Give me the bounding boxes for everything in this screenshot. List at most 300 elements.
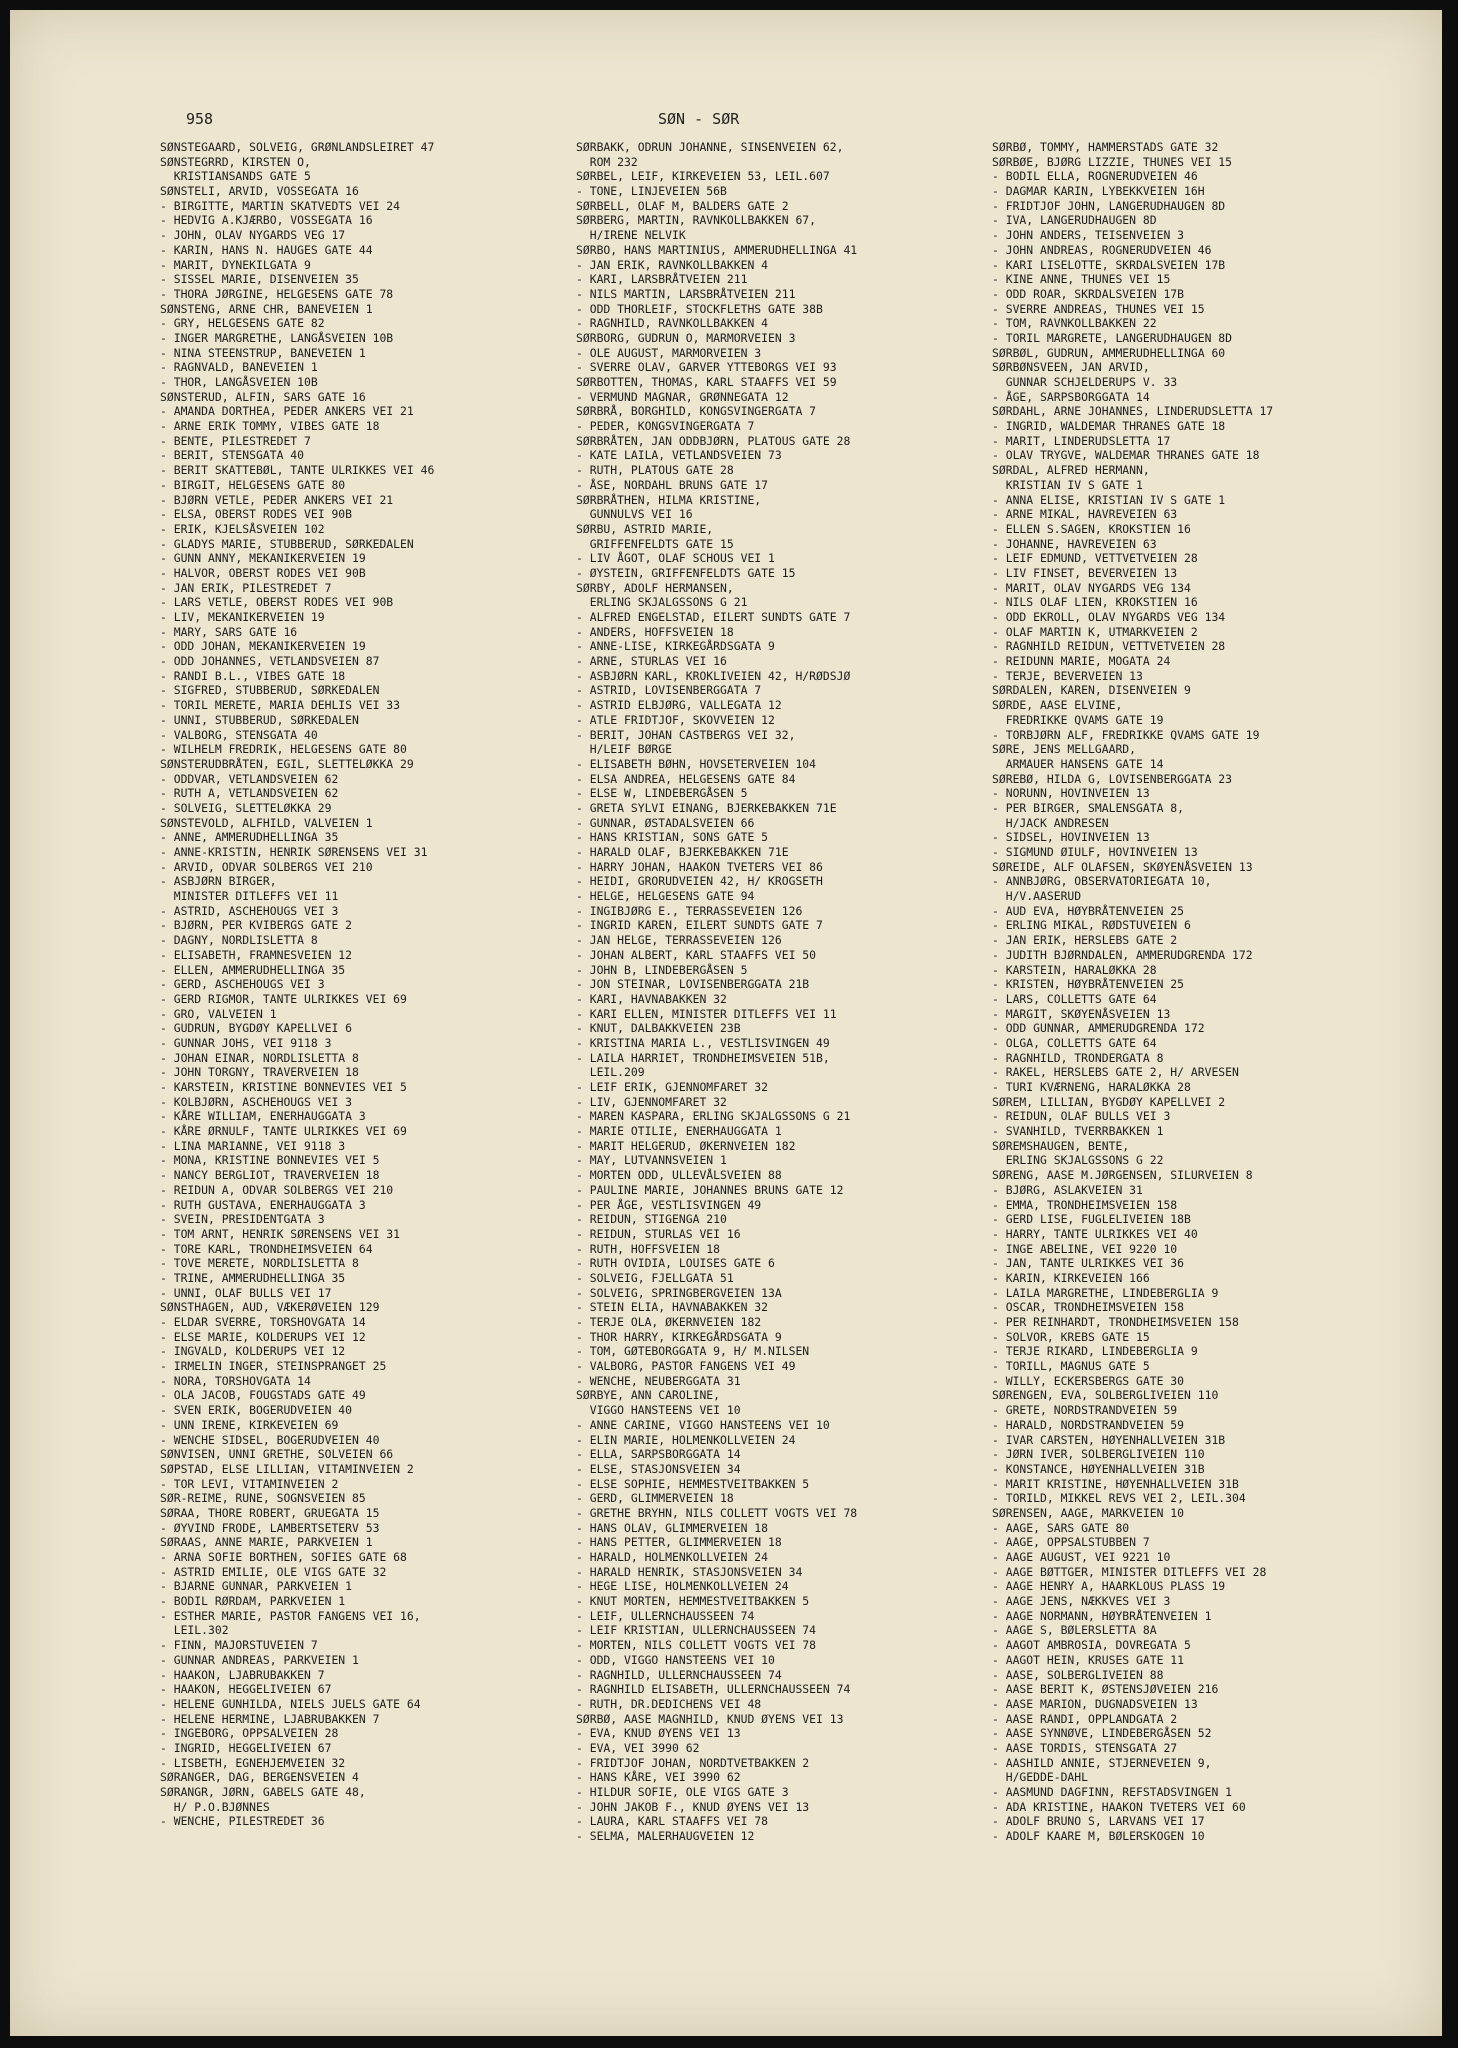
directory-entry-line: - INGRID, HEGGELIVEIEN 67 (160, 1740, 332, 1755)
directory-entry-line: - AAGE BØTTGER, MINISTER DITLEFFS VEI 28 (992, 1564, 1267, 1579)
directory-entry-line: - JOHN, OLAV NYGARDS VEG 17 (160, 228, 346, 243)
directory-entry-line: - GERD LISE, FUGLELIVEIEN 18B (992, 1212, 1191, 1227)
directory-entry-line: - BERIT SKATTEBØL, TANTE ULRIKKES VEI 46 (160, 463, 435, 478)
directory-entry-line: - ASTRID, LOVISENBERGGATA 7 (576, 683, 762, 698)
directory-entry-line: - JAN HELGE, TERRASSEVEIEN 126 (576, 933, 782, 948)
directory-entry-line: - JOHN B, LINDEBERGÅSEN 5 (576, 962, 748, 977)
directory-entry-line: H/LEIF BØRGE (576, 742, 673, 757)
directory-entry-line: - OLAV TRYGVE, WALDEMAR THRANES GATE 18 (992, 448, 1260, 463)
directory-entry-line: SØNSTELI, ARVID, VOSSEGATA 16 (160, 184, 359, 199)
directory-entry-line: - LISBETH, EGNEHJEMVEIEN 32 (160, 1755, 346, 1770)
directory-entry-line: SØR-REIME, RUNE, SOGNSVEIEN 85 (160, 1491, 366, 1506)
directory-entry-line: - HARALD, HOLMENKOLLVEIEN 24 (576, 1550, 769, 1564)
directory-entry-line: - KOLBJØRN, ASCHEHOUGS VEI 3 (160, 1094, 353, 1109)
directory-entry-line: - ANNE-LISE, KIRKEGÅRDSGATA 9 (576, 639, 775, 654)
directory-entry-line: - INGER MARGRETHE, LANGÅSVEIEN 10B (160, 330, 394, 345)
directory-entry-line: SØRBØ, TOMMY, HAMMERSTADS GATE 32 (992, 140, 1219, 154)
directory-entry-line: - ANNE CARINE, VIGGO HANSTEENS VEI 10 (576, 1417, 830, 1432)
directory-entry-line: - GERD, ASCHEHOUGS VEI 3 (160, 977, 325, 992)
directory-entry-line: - RUTH, DR.DEDICHENS VEI 48 (576, 1696, 762, 1711)
directory-entry-line: - LINA MARIANNE, VEI 9118 3 (160, 1138, 346, 1153)
directory-entry-line: - HILDUR SOFIE, OLE VIGS GATE 3 (576, 1785, 789, 1799)
directory-entry-line: - LIV, MEKANIKERVEIEN 19 (160, 610, 325, 624)
directory-entry-line: - STEIN ELIA, HAVNABAKKEN 32 (576, 1300, 769, 1315)
directory-entry-line: - ELLEN, AMMERUDHELLINGA 35 (160, 962, 346, 977)
directory-entry-line: - SIGFRED, STUBBERUD, SØRKEDALEN (160, 683, 380, 698)
directory-entry-line: ERLING SKJALGSSONS G 22 (992, 1153, 1164, 1168)
directory-entry-line: - KÅRE ØRNULF, TANTE ULRIKKES VEI 69 (160, 1124, 407, 1139)
directory-entry-line: - ASTRID EMILIE, OLE VIGS GATE 32 (160, 1564, 387, 1579)
directory-entry-line: - JOHAN EINAR, NORDLISLETTA 8 (160, 1050, 359, 1065)
directory-entry-line: - AAGOT AMBROSIA, DOVREGATA 5 (992, 1638, 1191, 1653)
directory-entry-line: SØREBØ, HILDA G, LOVISENBERGGATA 23 (992, 771, 1233, 786)
directory-entry-line: SØRBYE, ANN CAROLINE, (576, 1388, 721, 1403)
directory-entry-line: - LIV FINSET, BEVERVEIEN 13 (992, 565, 1178, 580)
directory-entry-line: - LEIF KRISTIAN, ULLERNCHAUSSEEN 74 (576, 1623, 817, 1638)
directory-entry-line: - KNUT MORTEN, HEMMESTVEITBAKKEN 5 (576, 1594, 810, 1609)
directory-entry-line: - VALBORG, STENSGATA 40 (160, 727, 318, 742)
directory-entry-line: - LEIF ERIK, GJENNOMFARET 32 (576, 1080, 769, 1094)
directory-entry-line: - LIV ÅGOT, OLAF SCHOUS VEI 1 (576, 551, 775, 566)
directory-entry-line: - JOHN ANDREAS, ROGNERUDVEIEN 46 (992, 242, 1212, 257)
directory-entry-line: - HANS OLAV, GLIMMERVEIEN 18 (576, 1520, 769, 1535)
directory-entry-line: - OSCAR, TRONDHEIMSVEIEN 158 (992, 1300, 1185, 1315)
directory-entry-line: - INGRID, WALDEMAR THRANES GATE 18 (992, 419, 1226, 434)
directory-entry-line: - HANS PETTER, GLIMMERVEIEN 18 (576, 1535, 782, 1550)
directory-entry-line: - TORIL MARGRETE, LANGERUDHAUGEN 8D (992, 330, 1233, 345)
directory-entry-line: - IRMELIN INGER, STEINSPRANGET 25 (160, 1359, 387, 1374)
directory-entry-line: - RAGNHILD, ULLERNCHAUSSEEN 74 (576, 1667, 782, 1682)
directory-entry-line: GRIFFENFELDTS GATE 15 (576, 536, 734, 551)
directory-entry-line: - ELSE, STASJONSVEIEN 34 (576, 1461, 741, 1476)
directory-entry-line: - ARNA SOFIE BORTHEN, SOFIES GATE 68 (160, 1550, 407, 1564)
directory-entry-line: - LEIF EDMUND, VETTVETVEIEN 28 (992, 551, 1198, 566)
directory-entry-line: - OLAF MARTIN K, UTMARKVEIEN 2 (992, 624, 1198, 639)
directory-entry-line: SØRANGR, JØRN, GABELS GATE 48, (160, 1785, 366, 1799)
directory-entry-line: SØPSTAD, ELSE LILLIAN, VITAMINVEIEN 2 (160, 1461, 414, 1476)
directory-entry-line: - KARSTEIN, HARALØKKA 28 (992, 962, 1157, 977)
directory-entry-line: SØRBØL, GUDRUN, AMMERUDHELLINGA 60 (992, 345, 1226, 360)
directory-entry-line: - AASE MARION, DUGNADSVEIEN 13 (992, 1696, 1198, 1711)
directory-entry-line: SØNSTEGAARD, SOLVEIG, GRØNLANDSLEIRET 47 (160, 140, 435, 154)
directory-entry-line: - ELISABETH BØHN, HOVSETERVEIEN 104 (576, 756, 817, 771)
directory-entry-line: - ØYVIND FRODE, LAMBERTSETERV 53 (160, 1520, 380, 1535)
directory-entry-line: - HARRY JOHAN, HAAKON TVETERS VEI 86 (576, 859, 823, 874)
directory-entry-line: - BJARNE GUNNAR, PARKVEIEN 1 (160, 1579, 353, 1594)
directory-entry-line: H/IRENE NELVIK (576, 228, 686, 243)
directory-entry-line: SØRBOTTEN, THOMAS, KARL STAAFFS VEI 59 (576, 375, 837, 389)
directory-entry-line: LEIL.302 (160, 1623, 229, 1638)
directory-entry-line: - TERJE OLA, ØKERNVEIEN 182 (576, 1315, 762, 1329)
directory-entry-line: - TERJE RIKARD, LINDEBERGLIA 9 (992, 1344, 1198, 1359)
directory-entry-line: SØNSTHAGEN, AUD, VÆKERØVEIEN 129 (160, 1300, 380, 1315)
directory-entry-line: - INGRID KAREN, EILERT SUNDTS GATE 7 (576, 918, 823, 933)
directory-entry-line: - SVERRE OLAV, GARVER YTTEBORGS VEI 93 (576, 360, 837, 375)
directory-entry-line: ERLING SKJALGSSONS G 21 (576, 595, 748, 610)
directory-entry-line: SØNSTERUDBRÅTEN, EGIL, SLETTELØKKA 29 (160, 756, 414, 771)
directory-entry-line: SØREMSHAUGEN, BENTE, (992, 1138, 1130, 1153)
directory-entry-line: - MARIE OTILIE, ENERHAUGGATA 1 (576, 1124, 782, 1139)
directory-entry-line: - KRISTINA MARIA L., VESTLISVINGEN 49 (576, 1035, 830, 1050)
directory-entry-line: - JON STEINAR, LOVISENBERGGATA 21B (576, 977, 810, 992)
directory-entry-line: - AASMUND DAGFINN, REFSTADSVINGEN 1 (992, 1785, 1233, 1799)
directory-entry-line: - MARGIT, SKØYENÅSVEIEN 13 (992, 1006, 1171, 1021)
directory-entry-line: - WENCHE SIDSEL, BOGERUDVEIEN 40 (160, 1432, 380, 1447)
directory-entry-line: SØRBØ, AASE MAGNHILD, KNUD ØYENS VEI 13 (576, 1711, 844, 1726)
directory-entry-line: - AAGE S, BØLERSLETTA 8A (992, 1623, 1157, 1638)
directory-entry-line: - SVANHILD, TVERRBAKKEN 1 (992, 1124, 1164, 1139)
directory-entry-line: - ÅGE, SARPSBORGGATA 14 (992, 389, 1150, 404)
running-head: SØN - SØR (658, 110, 740, 128)
entry-column-1 (160, 140, 434, 1829)
directory-entry-line: - AASE SYNNØVE, LINDEBERGÅSEN 52 (992, 1726, 1212, 1741)
directory-entry-line: - ODD THORLEIF, STOCKFLETHS GATE 38B (576, 301, 823, 316)
directory-entry-line: - BJØRN, PER KVIBERGS GATE 2 (160, 918, 353, 933)
directory-entry-line: - KARI LISELOTTE, SKRDALSVEIEN 17B (992, 257, 1226, 272)
directory-entry-line: - LAILA HARRIET, TRONDHEIMSVEIEN 51B, (576, 1050, 830, 1065)
directory-entry-line: - JOHAN ALBERT, KARL STAAFFS VEI 50 (576, 947, 817, 962)
directory-entry-line: - MONA, KRISTINE BONNEVIES VEI 5 (160, 1153, 380, 1168)
directory-entry-line: - ADA KRISTINE, HAAKON TVETERS VEI 60 (992, 1799, 1246, 1814)
directory-entry-line: SØRENSEN, AAGE, MARKVEIEN 10 (992, 1505, 1185, 1520)
directory-entry-line: - ODD EKROLL, OLAV NYGARDS VEG 134 (992, 610, 1226, 624)
directory-entry-line: - RUTH A, VETLANDSVEIEN 62 (160, 786, 339, 801)
directory-entry-line: - RAGNHILD REIDUN, VETTVETVEIEN 28 (992, 639, 1226, 654)
directory-entry-line: SØRENG, AASE M.JØRGENSEN, SILURVEIEN 8 (992, 1168, 1253, 1183)
directory-entry-line: - GUNN ANNY, MEKANIKERVEIEN 19 (160, 551, 366, 566)
directory-entry-line: - KARIN, KIRKEVEIEN 166 (992, 1270, 1150, 1285)
directory-entry-line: - SISSEL MARIE, DISENVEIEN 35 (160, 272, 359, 287)
directory-entry-line: - RUTH GUSTAVA, ENERHAUGGATA 3 (160, 1197, 366, 1212)
directory-entry-line: - JØRN IVER, SOLBERGLIVEIEN 110 (992, 1447, 1205, 1462)
directory-entry-line: - ELSE MARIE, KOLDERUPS VEI 12 (160, 1329, 366, 1344)
directory-entry-line: SØRBØNSVEEN, JAN ARVID, (992, 360, 1150, 375)
directory-entry-line: SØRE, JENS MELLGAARD, (992, 742, 1137, 757)
directory-entry-line: - BODIL RØRDAM, PARKVEIEN 1 (160, 1594, 346, 1609)
directory-entry-line: - SOLVEIG, SPRINGBERGVEIEN 13A (576, 1285, 782, 1300)
directory-entry-line: - GUNNAR, ØSTADALSVEIEN 66 (576, 815, 755, 830)
directory-entry-line: - MARIT KRISTINE, HØYENHALLVEIEN 31B (992, 1476, 1239, 1491)
directory-entry-line: LEIL.209 (576, 1065, 645, 1080)
directory-entry-line: H/GEDDE-DAHL (992, 1770, 1089, 1785)
directory-entry-line: - EVA, VEI 3990 62 (576, 1740, 700, 1755)
directory-entry-line: FREDRIKKE QVAMS GATE 19 (992, 712, 1164, 727)
directory-entry-line: - LARS VETLE, OBERST RODES VEI 90B (160, 595, 394, 610)
directory-entry-line: - ELSA ANDREA, HELGESENS GATE 84 (576, 771, 796, 786)
directory-entry-line: - AAGE HENRY A, HAARKLOUS PLASS 19 (992, 1579, 1226, 1594)
directory-entry-line: - RUTH OVIDIA, LOUISES GATE 6 (576, 1256, 775, 1271)
directory-entry-line: - JOHN ANDERS, TEISENVEIEN 3 (992, 228, 1185, 243)
directory-entry-line: - ASTRID ELBJØRG, VALLEGATA 12 (576, 698, 782, 713)
directory-entry-line: - OLE AUGUST, MARMORVEIEN 3 (576, 345, 762, 360)
directory-entry-line: - WENCHE, NEUBERGGATA 31 (576, 1373, 741, 1388)
directory-entry-line: - VERMUND MAGNAR, GRØNNEGATA 12 (576, 389, 789, 404)
directory-entry-line: - JAN ERIK, PILESTREDET 7 (160, 580, 332, 595)
directory-entry-line: - FRIDTJOF JOHN, LANGERUDHAUGEN 8D (992, 198, 1226, 213)
directory-entry-line: - ASBJØRN KARL, KROKLIVEIEN 42, H/RØDSJØ (576, 668, 851, 683)
directory-entry-line: - TERJE, BEVERVEIEN 13 (992, 668, 1143, 683)
directory-entry-line: - AASE BERIT K, ØSTENSJØVEIEN 216 (992, 1682, 1219, 1697)
directory-entry-line: - WILHELM FREDRIK, HELGESENS GATE 80 (160, 742, 407, 757)
directory-entry-line: - AAGE, SARS GATE 80 (992, 1520, 1130, 1535)
directory-entry-line: - VALBORG, PASTOR FANGENS VEI 49 (576, 1359, 796, 1374)
directory-entry-line: - AAGE, OPPSALSTUBBEN 7 (992, 1535, 1150, 1550)
directory-entry-line: - HAAKON, HEGGELIVEIEN 67 (160, 1682, 332, 1697)
directory-entry-line: - KARIN, HANS N. HAUGES GATE 44 (160, 242, 373, 257)
directory-entry-line: - KÅRE WILLIAM, ENERHAUGGATA 3 (160, 1109, 366, 1124)
directory-entry-line: - MARIT HELGERUD, ØKERNVEIEN 182 (576, 1138, 796, 1153)
directory-entry-line: - MORTEN ODD, ULLEVÅLSVEIEN 88 (576, 1168, 782, 1183)
directory-entry-line: - NINA STEENSTRUP, BANEVEIEN 1 (160, 345, 366, 360)
directory-entry-line: - ANNE-KRISTIN, HENRIK SØRENSENS VEI 31 (160, 845, 428, 859)
directory-entry-line: - RANDI B.L., VIBES GATE 18 (160, 668, 346, 683)
directory-entry-line: - FINN, MAJORSTUVEIEN 7 (160, 1638, 318, 1653)
directory-entry-line: - GUDRUN, BYGDØY KAPELLVEI 6 (160, 1021, 353, 1036)
directory-entry-line: - AUD EVA, HØYBRÅTENVEIEN 25 (992, 903, 1185, 918)
directory-entry-line: SØRENGEN, EVA, SOLBERGLIVEIEN 110 (992, 1388, 1219, 1403)
directory-entry-line: - MARY, SARS GATE 16 (160, 624, 298, 639)
directory-entry-line: - ANNBJØRG, OBSERVATORIEGATA 10, (992, 874, 1212, 889)
directory-entry-line: - GRETE, NORDSTRANDVEIEN 59 (992, 1403, 1178, 1418)
directory-entry-line: - REIDUN, STURLAS VEI 16 (576, 1226, 741, 1241)
directory-entry-line: - ELSE SOPHIE, HEMMESTVEITBAKKEN 5 (576, 1476, 810, 1491)
directory-entry-line: - ARVID, ODVAR SOLBERGS VEI 210 (160, 859, 373, 874)
directory-entry-line: - IVAR CARSTEN, HØYENHALLVEIEN 31B (992, 1432, 1226, 1447)
directory-entry-line: - KNUT, DALBAKKVEIEN 23B (576, 1021, 741, 1036)
directory-entry-line: - AMANDA DORTHEA, PEDER ANKERS VEI 21 (160, 404, 414, 419)
directory-entry-line: - HELENE GUNHILDA, NIELS JUELS GATE 64 (160, 1696, 421, 1711)
directory-entry-line: - KARI, HAVNABAKKEN 32 (576, 991, 727, 1006)
directory-entry-line: SØRBORG, GUDRUN O, MARMORVEIEN 3 (576, 330, 796, 345)
directory-entry-line: - HARALD, NORDSTRANDVEIEN 59 (992, 1417, 1185, 1432)
directory-entry-line: - DAGMAR KARIN, LYBEKKVEIEN 16H (992, 184, 1205, 199)
directory-entry-line: SØRDAL, ALFRED HERMANN, (992, 463, 1150, 478)
directory-entry-line: - BERIT, JOHAN CASTBERGS VEI 32, (576, 727, 796, 742)
directory-entry-line: - ERIK, KJELSÅSVEIEN 102 (160, 521, 325, 536)
directory-entry-line: - ELISABETH, FRAMNESVEIEN 12 (160, 947, 353, 962)
directory-entry-line: - BERIT, STENSGATA 40 (160, 448, 305, 463)
directory-entry-line: - NANCY BERGLIOT, TRAVERVEIEN 18 (160, 1168, 380, 1183)
directory-entry-line: - HALVOR, OBERST RODES VEI 90B (160, 565, 366, 580)
directory-entry-line: - AAGE JENS, NÆKKVES VEI 3 (992, 1594, 1171, 1609)
directory-entry-line: - UNNI, OLAF BULLS VEI 17 (160, 1285, 332, 1300)
directory-entry-line: - HANS KÅRE, VEI 3990 62 (576, 1770, 741, 1785)
directory-entry-line: - OLA JACOB, FOUGSTADS GATE 49 (160, 1388, 366, 1403)
directory-entry-line: - ASBJØRN BIRGER, (160, 874, 277, 889)
directory-entry-line: - INGE ABELINE, VEI 9220 10 (992, 1241, 1178, 1256)
directory-entry-line: - ATLE FRIDTJOF, SKOVVEIEN 12 (576, 712, 775, 727)
directory-entry-line: - NORA, TORSHOVGATA 14 (160, 1373, 311, 1388)
directory-entry-line: KRISTIAN IV S GATE 1 (992, 477, 1143, 492)
directory-entry-line: SØRAAS, ANNE MARIE, PARKVEIEN 1 (160, 1535, 373, 1550)
directory-entry-line: - JUDITH BJØRNDALEN, AMMERUDGRENDA 172 (992, 947, 1253, 962)
directory-entry-line: - BJØRN VETLE, PEDER ANKERS VEI 21 (160, 492, 394, 507)
directory-entry-line: - AAGOT HEIN, KRUSES GATE 11 (992, 1652, 1185, 1667)
directory-entry-line: - BIRGITTE, MARTIN SKATVEDTS VEI 24 (160, 198, 401, 213)
directory-entry-line: - ODD, VIGGO HANSTEENS VEI 10 (576, 1652, 775, 1667)
directory-entry-line: - MAREN KASPARA, ERLING SKJALGSSONS G 21 (576, 1109, 851, 1124)
directory-entry-line: - RAGNVALD, BANEVEIEN 1 (160, 360, 318, 375)
directory-entry-line: - THOR HARRY, KIRKEGÅRDSGATA 9 (576, 1329, 782, 1344)
directory-entry-line: - LARS, COLLETTS GATE 64 (992, 991, 1157, 1006)
directory-entry-line: - NILS MARTIN, LARSBRÅTVEIEN 211 (576, 286, 796, 301)
directory-entry-line: - MAY, LUTVANNSVEIEN 1 (576, 1153, 727, 1168)
directory-entry-line: - ELLEN S.SAGEN, KROKSTIEN 16 (992, 521, 1191, 536)
directory-entry-line: - BODIL ELLA, ROGNERUDVEIEN 46 (992, 169, 1198, 184)
directory-entry-line: - RAGNHILD, RAVNKOLLBAKKEN 4 (576, 316, 769, 331)
directory-entry-line: - TOM ARNT, HENRIK SØRENSENS VEI 31 (160, 1226, 401, 1241)
directory-entry-line: - REIDUN, STIGENGA 210 (576, 1212, 727, 1227)
directory-entry-line: - TURI KVÆRNENG, HARALØKKA 28 (992, 1080, 1191, 1094)
directory-entry-line: - SIDSEL, HOVINVEIEN 13 (992, 830, 1150, 845)
directory-entry-line: - ODD GUNNAR, AMMERUDGRENDA 172 (992, 1021, 1205, 1036)
directory-entry-line: - HAAKON, LJABRUBAKKEN 7 (160, 1667, 325, 1682)
directory-entry-line: - GRY, HELGESENS GATE 82 (160, 316, 325, 331)
directory-entry-line: - ADOLF KAARE M, BØLERSKOGEN 10 (992, 1829, 1205, 1844)
directory-entry-line: - INGVALD, KOLDERUPS VEI 12 (160, 1344, 346, 1359)
directory-entry-line: - ÅSE, NORDAHL BRUNS GATE 17 (576, 477, 769, 492)
directory-entry-line: - HEDVIG A.KJÆRBO, VOSSEGATA 16 (160, 213, 373, 228)
directory-page (10, 10, 1442, 2036)
directory-entry-line: - PER ÅGE, VESTLISVINGEN 49 (576, 1197, 762, 1212)
directory-entry-line: - IVA, LANGERUDHAUGEN 8D (992, 213, 1157, 228)
directory-entry-line: - JAN ERIK, RAVNKOLLBAKKEN 4 (576, 257, 769, 272)
directory-entry-line: - TONE, LINJEVEIEN 56B (576, 184, 727, 199)
directory-entry-line: - SOLVOR, KREBS GATE 15 (992, 1329, 1150, 1344)
directory-entry-line: - TOR LEVI, VITAMINVEIEN 2 (160, 1476, 339, 1491)
directory-entry-line: - HARALD HENRIK, STASJONSVEIEN 34 (576, 1564, 803, 1579)
directory-entry-line: - RUTH, HOFFSVEIEN 18 (576, 1241, 721, 1256)
directory-entry-line: - TORBJØRN ALF, FREDRIKKE QVAMS GATE 19 (992, 727, 1260, 742)
directory-entry-line: - ELLA, SARPSBORGGATA 14 (576, 1447, 741, 1462)
directory-entry-line: - REIDUN, OLAF BULLS VEI 3 (992, 1109, 1171, 1124)
directory-entry-line: - ALFRED ENGELSTAD, EILERT SUNDTS GATE 7 (576, 610, 851, 624)
directory-entry-line: SØNSTEVOLD, ALFHILD, VALVEIEN 1 (160, 815, 373, 830)
directory-entry-line: - JOHANNE, HAVREVEIEN 63 (992, 536, 1157, 551)
directory-entry-line: - KINE ANNE, THUNES VEI 15 (992, 272, 1171, 287)
directory-entry-line: SØRBØE, BJØRG LIZZIE, THUNES VEI 15 (992, 154, 1233, 169)
directory-entry-line: - OLGA, COLLETTS GATE 64 (992, 1035, 1157, 1050)
directory-entry-line: - REIDUNN MARIE, MOGATA 24 (992, 654, 1171, 669)
directory-entry-line: - AASE, SOLBERGLIVEIEN 88 (992, 1667, 1164, 1682)
directory-entry-line: - INGEBORG, OPPSALVEIEN 28 (160, 1726, 339, 1741)
directory-entry-line: - GRETA SYLVI EINANG, BJERKEBAKKEN 71E (576, 800, 837, 815)
directory-entry-line: - ARNE MIKAL, HAVREVEIEN 63 (992, 507, 1178, 522)
directory-entry-line: - JOHN JAKOB F., KNUD ØYENS VEI 13 (576, 1799, 810, 1814)
directory-entry-line: - PEDER, KONGSVINGERGATA 7 (576, 419, 755, 434)
directory-entry-line: - GLADYS MARIE, STUBBERUD, SØRKEDALEN (160, 536, 414, 551)
directory-entry-line: SØRBRÅ, BORGHILD, KONGSVINGERGATA 7 (576, 404, 817, 419)
directory-entry-line: SØRDALEN, KAREN, DISENVEIEN 9 (992, 683, 1191, 698)
directory-entry-line: - MORTEN, NILS COLLETT VOGTS VEI 78 (576, 1638, 817, 1653)
directory-entry-line: - RAKEL, HERSLEBS GATE 2, H/ ARVESEN (992, 1065, 1239, 1080)
directory-entry-line: - WILLY, ECKERSBERGS GATE 30 (992, 1373, 1185, 1388)
directory-entry-line: - MARIT, OLAV NYGARDS VEG 134 (992, 580, 1191, 595)
directory-entry-line: - WENCHE, PILESTREDET 36 (160, 1814, 325, 1829)
directory-entry-line: SØRDAHL, ARNE JOHANNES, LINDERUDSLETTA 17 (992, 404, 1274, 419)
directory-entry-line: - SVERRE ANDREAS, THUNES VEI 15 (992, 301, 1205, 316)
directory-entry-line: - JAN, TANTE ULRIKKES VEI 36 (992, 1256, 1185, 1271)
directory-entry-line: - EMMA, TRONDHEIMSVEIEN 158 (992, 1197, 1178, 1212)
directory-entry-line: - SIGMUND ØIULF, HOVINVEIEN 13 (992, 845, 1198, 859)
directory-entry-line: SØRBRÅTEN, JAN ODDBJØRN, PLATOUS GATE 28 (576, 433, 851, 448)
directory-entry-line: - RUTH, PLATOUS GATE 28 (576, 463, 734, 478)
directory-entry-line: - TORILD, MIKKEL REVS VEI 2, LEIL.304 (992, 1491, 1246, 1506)
directory-entry-line: - TOM, GØTEBORGGATA 9, H/ M.NILSEN (576, 1344, 810, 1359)
directory-entry-line: - REIDUN A, ODVAR SOLBERGS VEI 210 (160, 1182, 394, 1197)
directory-entry-line: - KRISTEN, HØYBRÅTENVEIEN 25 (992, 977, 1185, 992)
directory-entry-line: - NILS OLAF LIEN, KROKSTIEN 16 (992, 595, 1198, 610)
directory-entry-line: - JOHN TORGNY, TRAVERVEIEN 18 (160, 1065, 359, 1080)
directory-entry-line: - SELMA, MALERHAUGVEIEN 12 (576, 1829, 755, 1844)
directory-entry-line: - UNN IRENE, KIRKEVEIEN 69 (160, 1417, 339, 1432)
directory-entry-line: SØRDE, AASE ELVINE, (992, 698, 1123, 713)
directory-entry-line: - AASHILD ANNIE, STJERNEVEIEN 9, (992, 1755, 1212, 1770)
directory-entry-line: - KARI, LARSBRÅTVEIEN 211 (576, 272, 748, 287)
directory-entry-line: SØRBERG, MARTIN, RAVNKOLLBAKKEN 67, (576, 213, 817, 228)
directory-entry-line: - THOR, LANGÅSVEIEN 10B (160, 375, 318, 389)
directory-entry-line: - THORA JØRGINE, HELGESENS GATE 78 (160, 286, 394, 301)
directory-entry-line: - MARIT, DYNEKILGATA 9 (160, 257, 311, 272)
directory-entry-line: H/JACK ANDRESEN (992, 815, 1109, 830)
directory-entry-line: - HELENE HERMINE, LJABRUBAKKEN 7 (160, 1711, 380, 1726)
entry-column-2 (576, 140, 857, 1844)
directory-entry-line: - ELIN MARIE, HOLMENKOLLVEIEN 24 (576, 1432, 796, 1447)
directory-entry-line: - GERD, GLIMMERVEIEN 18 (576, 1491, 734, 1506)
directory-entry-line: - ODD ROAR, SKRDALSVEIEN 17B (992, 286, 1185, 301)
directory-entry-line: VIGGO HANSTEENS VEI 10 (576, 1403, 741, 1418)
directory-entry-line: - ODD JOHANNES, VETLANDSVEIEN 87 (160, 654, 380, 669)
directory-entry-line: SØREM, LILLIAN, BYGDØY KAPELLVEI 2 (992, 1094, 1226, 1109)
directory-entry-line: - ØYSTEIN, GRIFFENFELDTS GATE 15 (576, 565, 796, 580)
directory-entry-line: KRISTIANSANDS GATE 5 (160, 169, 311, 184)
directory-entry-line: - GUNNAR ANDREAS, PARKVEIEN 1 (160, 1652, 359, 1667)
directory-entry-line: - GUNNAR JOHS, VEI 9118 3 (160, 1035, 332, 1050)
directory-entry-line: - KONSTANCE, HØYENHALLVEIEN 31B (992, 1461, 1205, 1476)
directory-entry-line: - TORE KARL, TRONDHEIMSVEIEN 64 (160, 1241, 373, 1256)
directory-entry-line: - HEIDI, GRORUDVEIEN 42, H/ KROGSETH (576, 874, 823, 889)
directory-entry-line: SØRBY, ADOLF HERMANSEN, (576, 580, 734, 595)
directory-entry-line: - BJØRG, ASLAKVEIEN 31 (992, 1182, 1143, 1197)
directory-entry-line: ARMAUER HANSENS GATE 14 (992, 756, 1164, 771)
directory-entry-line: - ARNE, STURLAS VEI 16 (576, 654, 727, 669)
directory-entry-line: H/ P.O.BJØNNES (160, 1799, 270, 1814)
directory-entry-line: - LAILA MARGRETHE, LINDEBERGLIA 9 (992, 1285, 1219, 1300)
directory-entry-line: - AAGE AUGUST, VEI 9221 10 (992, 1550, 1171, 1564)
directory-entry-line: - KARI ELLEN, MINISTER DITLEFFS VEI 11 (576, 1006, 837, 1021)
directory-entry-line: - ASTRID, ASCHEHOUGS VEI 3 (160, 903, 339, 918)
directory-entry-line: - PER BIRGER, SMALENSGATA 8, (992, 800, 1185, 815)
directory-entry-line: - MARIT, LINDERUDSLETTA 17 (992, 433, 1171, 448)
directory-entry-line: - SVEIN, PRESIDENTGATA 3 (160, 1212, 325, 1227)
directory-entry-line: - LEIF, ULLERNCHAUSSEEN 74 (576, 1608, 755, 1623)
directory-entry-line: - HEGE LISE, HOLMENKOLLVEIEN 24 (576, 1579, 789, 1594)
directory-entry-line: SØRANGER, DAG, BERGENSVEIEN 4 (160, 1770, 359, 1785)
directory-entry-line: - SVEN ERIK, BOGERUDVEIEN 40 (160, 1403, 353, 1418)
directory-entry-line: - ESTHER MARIE, PASTOR FANGENS VEI 16, (160, 1608, 421, 1623)
directory-entry-line: - AASE TORDIS, STENSGATA 27 (992, 1740, 1178, 1755)
directory-entry-line: - ELSE W, LINDEBERGÅSEN 5 (576, 786, 748, 801)
directory-entry-line: - GERD RIGMOR, TANTE ULRIKKES VEI 69 (160, 991, 407, 1006)
directory-entry-line: GUNNAR SCHJELDERUPS V. 33 (992, 375, 1178, 389)
directory-entry-line: - TORILL, MAGNUS GATE 5 (992, 1359, 1150, 1374)
directory-entry-line: MINISTER DITLEFFS VEI 11 (160, 889, 339, 904)
directory-entry-line: - FRIDTJOF JOHAN, NORDTVETBAKKEN 2 (576, 1755, 810, 1770)
directory-entry-line: ROM 232 (576, 154, 638, 169)
directory-entry-line: - BIRGIT, HELGESENS GATE 80 (160, 477, 346, 492)
directory-entry-line: SØRBELL, OLAF M, BALDERS GATE 2 (576, 198, 789, 213)
directory-entry-line: GUNNULVS VEI 16 (576, 507, 693, 522)
